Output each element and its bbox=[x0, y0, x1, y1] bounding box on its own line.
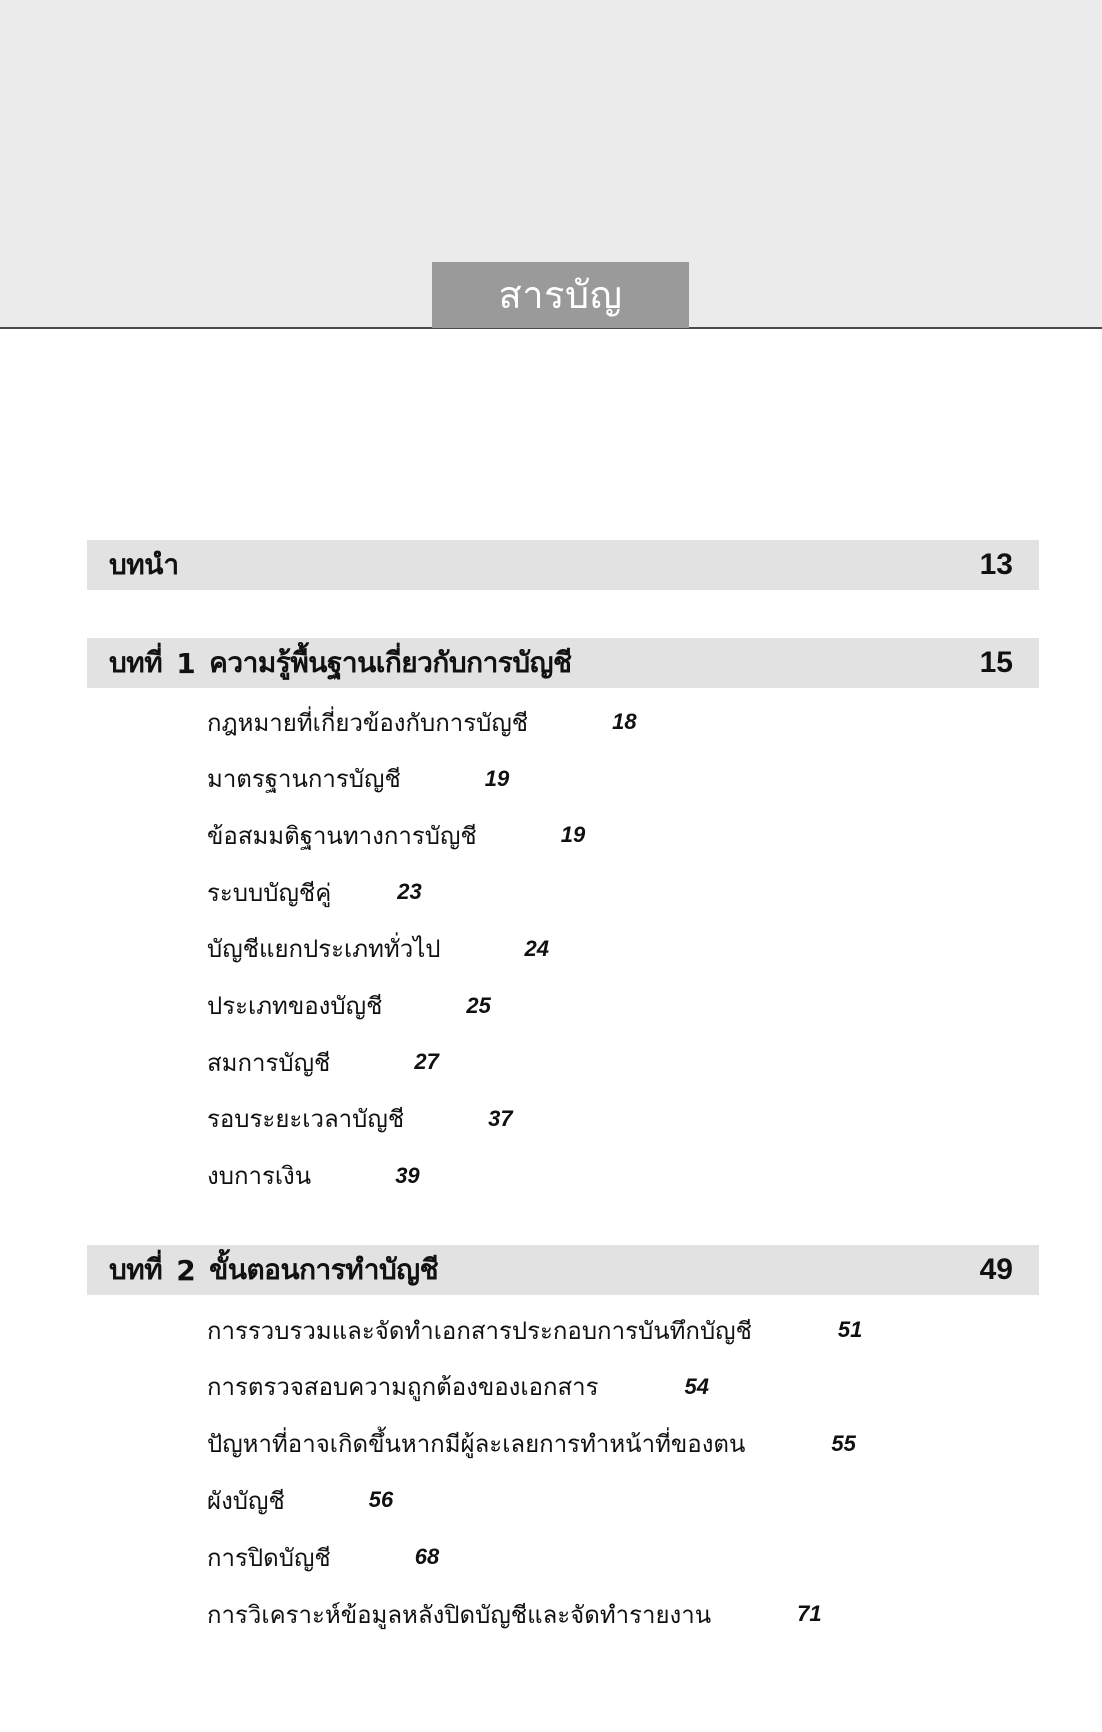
toc-chapter-2[interactable] bbox=[87, 1245, 1039, 1295]
toc-entry-page-number: 27 bbox=[414, 1049, 439, 1075]
toc-entry-title: ข้อสมมติฐานทางการบัญชี bbox=[207, 821, 477, 850]
chapter-label: บทที่ bbox=[109, 646, 163, 679]
chapter-heading bbox=[109, 540, 179, 590]
toc-entry-page-number: 24 bbox=[524, 935, 549, 961]
toc-title-tab bbox=[432, 262, 689, 328]
toc-entry-title: การปิดบัญชี bbox=[207, 1543, 331, 1572]
toc-entry[interactable] bbox=[207, 759, 509, 799]
toc-entry-page-number: 25 bbox=[466, 992, 491, 1018]
toc-entry-page-number: 19 bbox=[560, 822, 586, 848]
toc-entry[interactable] bbox=[207, 872, 422, 912]
toc-entry[interactable] bbox=[207, 929, 549, 969]
toc-entry[interactable] bbox=[207, 1310, 862, 1350]
toc-entry-title: การรวบรวมและจัดทำเอกสารประกอบการบันทึกบัญชี bbox=[207, 1316, 752, 1345]
toc-entry-page-number: 56 bbox=[368, 1487, 394, 1513]
chapter-label: บทที่ bbox=[109, 1253, 163, 1286]
toc-entry-title: การตรวจสอบความถูกต้องของเอกสาร bbox=[207, 1373, 599, 1402]
toc-entry-title: ประเภทของบัญชี bbox=[207, 992, 383, 1020]
toc-entry[interactable] bbox=[207, 702, 637, 742]
page-title: สารบัญ bbox=[498, 273, 623, 317]
toc-entry-page-number: 68 bbox=[414, 1544, 440, 1570]
chapter-heading bbox=[109, 638, 571, 688]
toc-entry-page-number: 71 bbox=[797, 1601, 822, 1626]
chapter-page-number: 13 bbox=[979, 548, 1013, 581]
toc-entry-page-number: 18 bbox=[612, 709, 637, 734]
chapter-heading bbox=[109, 1245, 438, 1295]
chapter-title: ความรู้พื้นฐานเกี่ยวกับการบัญชี bbox=[209, 646, 572, 679]
toc-entry-title: สมการบัญชี bbox=[207, 1048, 331, 1077]
toc-entry-title: กฎหมายที่เกี่ยวข้องกับการบัญชี bbox=[207, 708, 529, 737]
toc-entry-title: มาตรฐานการบัญชี bbox=[207, 765, 401, 794]
toc-entry[interactable] bbox=[207, 1042, 439, 1082]
toc-entry[interactable] bbox=[207, 1480, 393, 1520]
toc-entry[interactable] bbox=[207, 1367, 709, 1407]
chapter-number: 2 bbox=[176, 1253, 196, 1287]
toc-entry-page-number: 39 bbox=[395, 1162, 420, 1188]
toc-entry[interactable] bbox=[207, 986, 491, 1026]
toc-entry[interactable] bbox=[207, 1099, 513, 1139]
toc-entry-page-number: 54 bbox=[684, 1373, 710, 1399]
toc-entry[interactable] bbox=[207, 1594, 822, 1634]
toc-entry-title: บัญชีแยกประเภททั่วไป bbox=[207, 935, 441, 964]
chapter-number: 1 bbox=[176, 646, 196, 680]
toc-entry[interactable] bbox=[207, 1424, 856, 1464]
toc-entry-page-number: 19 bbox=[484, 765, 510, 791]
toc-entry[interactable] bbox=[207, 1537, 439, 1577]
toc-entry-title: ระบบบัญชีคู่ bbox=[207, 878, 332, 907]
chapter-page-number: 15 bbox=[979, 646, 1013, 679]
toc-entry-page-number: 23 bbox=[397, 879, 422, 905]
toc-entry-page-number: 55 bbox=[831, 1430, 856, 1456]
toc-entry-title: ปัญหาที่อาจเกิดขึ้นหากมีผู้ละเลยการทำหน้าที่ของตน bbox=[207, 1430, 746, 1459]
toc-entry-page-number: 37 bbox=[488, 1105, 513, 1131]
toc-chapter-1[interactable] bbox=[87, 638, 1039, 688]
toc-entry-page-number: 51 bbox=[837, 1317, 863, 1342]
toc-entry[interactable] bbox=[207, 1156, 420, 1196]
toc-entry-title: งบการเงิน bbox=[207, 1162, 312, 1191]
toc-entry-title: การวิเคราะห์ข้อมูลหลังปิดบัญชีและจัดทำรายงาน bbox=[207, 1600, 712, 1629]
toc-intro[interactable] bbox=[87, 540, 1039, 590]
chapter-page-number: 49 bbox=[979, 1253, 1013, 1286]
toc-entry-title: รอบระยะเวลาบัญชี bbox=[207, 1105, 405, 1134]
chapter-title: ขั้นตอนการทำบัญชี bbox=[209, 1253, 439, 1286]
toc-entry[interactable] bbox=[207, 815, 585, 855]
chapter-title: บทนำ bbox=[109, 548, 179, 581]
toc-entry-title: ผังบัญชี bbox=[207, 1486, 285, 1515]
